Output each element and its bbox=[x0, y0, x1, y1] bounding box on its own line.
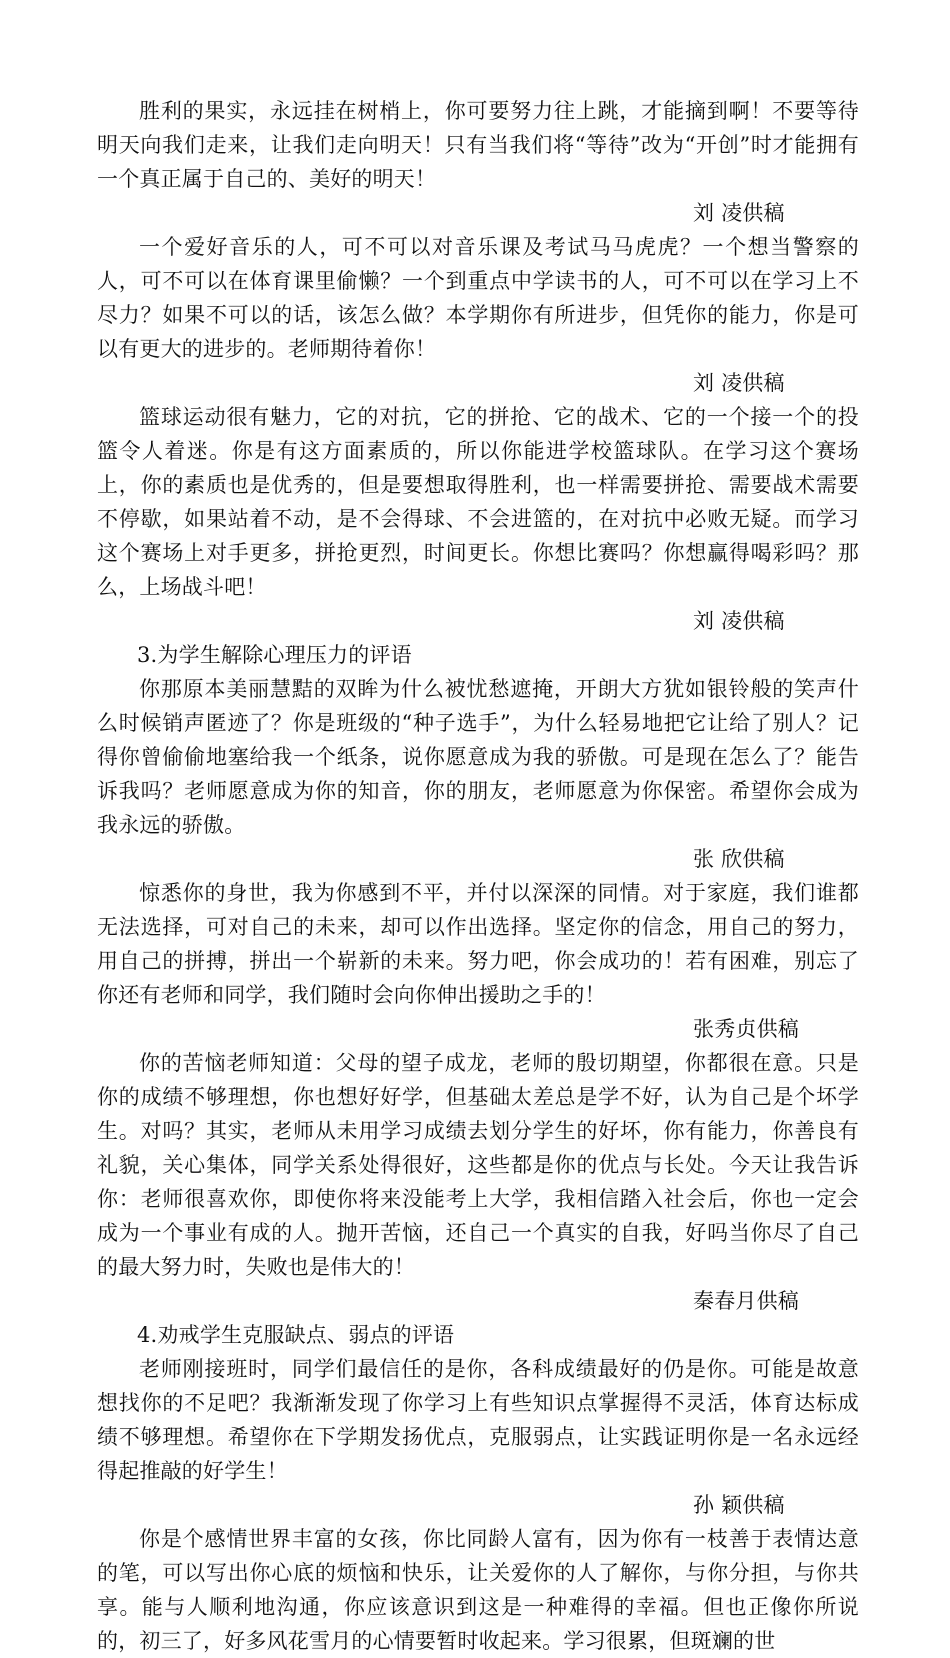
para-3: 篮球运动很有魅力，它的对抗，它的拼抢、它的战术、它的一个接一个的投篮令人着迷。你是有这方面素质的，所以你能进学校篮球队。在学习这个赛场上，你的素质也是优秀的，但是要想取得胜利，也一样需要拼抢、需要战术需要不停歇，如果站着不动，是不会得球、不会进篮的，在对抗中必败无疑。而学习这个赛场上对手更多，拼抢更烈，时间更长。你想比赛吗？你想赢得喝彩吗？那么，上场战斗吧！ bbox=[97, 405, 859, 599]
para-1: 胜利的果实，永远挂在树梢上，你可要努力往上跳，才能摘到啊！不要等待明天向我们走来，让我们走向明天！只有当我们将“等待”改为“开创”时才能拥有一个真正属于自己的、美好的明天！ bbox=[97, 99, 859, 191]
signature-6: 秦春月供稿 bbox=[693, 1289, 799, 1313]
signature-5: 张秀贞供稿 bbox=[693, 1017, 799, 1041]
signature-3: 刘 凌供稿 bbox=[693, 609, 785, 633]
signature-2: 刘 凌供稿 bbox=[693, 371, 785, 395]
para-8: 你是个感情世界丰富的女孩，你比同龄人富有，因为你有一枝善于表情达意的笔，可以写出你心底的烦恼和快乐，让关爱你的人了解你，与你分担，与你共享。能与人顺利地沟通，你应该意识到这是一种难得的幸福。但也正像你所说的，初三了，好多风花雪月的心情要暂时收起来。学习很累，但斑斓的世 bbox=[97, 1527, 859, 1653]
signature-7: 孙 颖供稿 bbox=[693, 1493, 785, 1517]
para-7: 老师刚接班时，同学们最信任的是你，各科成绩最好的仍是你。可能是故意想找你的不足吧？我渐渐发现了你学习上有些知识点掌握得不灵活，体育达标成绩不够理想。希望你在下学期发扬优点，克服弱点，让实践证明你是一名永远经得起推敲的好学生！ bbox=[97, 1357, 859, 1483]
para-2: 一个爱好音乐的人，可不可以对音乐课及考试马马虎虎？一个想当警察的人，可不可以在体育课里偷懒？一个到重点中学读书的人，可不可以在学习上不尽力？如果不可以的话，该怎么做？本学期你有所进步，但凭你的能力，你是可以有更大的进步的。老师期待着你！ bbox=[97, 235, 859, 361]
section-heading-4: 4.劝戒学生克服缺点、弱点的评语 bbox=[137, 1323, 455, 1347]
para-5: 惊悉你的身世，我为你感到不平，并付以深深的同情。对于家庭，我们谁都无法选择，可对自己的未来，却可以作出选择。坚定你的信念，用自己的努力，用自己的拼搏，拼出一个崭新的未来。努力吧，你会成功的！若有困难，别忘了你还有老师和同学，我们随时会向你伸出援助之手的！ bbox=[97, 881, 859, 1007]
document-body bbox=[97, 94, 859, 1658]
signature-1: 刘 凌供稿 bbox=[693, 201, 785, 225]
para-4: 你那原本美丽慧黠的双眸为什么被忧愁遮掩，开朗大方犹如银铃般的笑声什么时候销声匿迹了？你是班级的“种子选手”，为什么轻易地把它让给了别人？记得你曾偷偷地塞给我一个纸条，说你愿意成为我的骄傲。可是现在怎么了？能告诉我吗？老师愿意成为你的知音，你的朋友，老师愿意为你保密。希望你会成为我永远的骄傲。 bbox=[97, 677, 859, 837]
para-6: 你的苦恼老师知道：父母的望子成龙，老师的殷切期望，你都很在意。只是你的成绩不够理想，你也想好好学，但基础太差总是学不好，认为自己是个坏学生。对吗？其实，老师从未用学习成绩去划分学生的好坏，你有能力，你善良有礼貌，关心集体，同学关系处得很好，这些都是你的优点与长处。今天让我告诉你：老师很喜欢你，即使你将来没能考上大学，我相信踏入社会后，你也一定会成为一个事业有成的人。抛开苦恼，还自己一个真实的自我，好吗当你尽了自己的最大努力时，失败也是伟大的！ bbox=[97, 1051, 859, 1279]
signature-4: 张 欣供稿 bbox=[693, 847, 785, 871]
section-heading-3: 3.为学生解除心理压力的评语 bbox=[137, 643, 412, 667]
